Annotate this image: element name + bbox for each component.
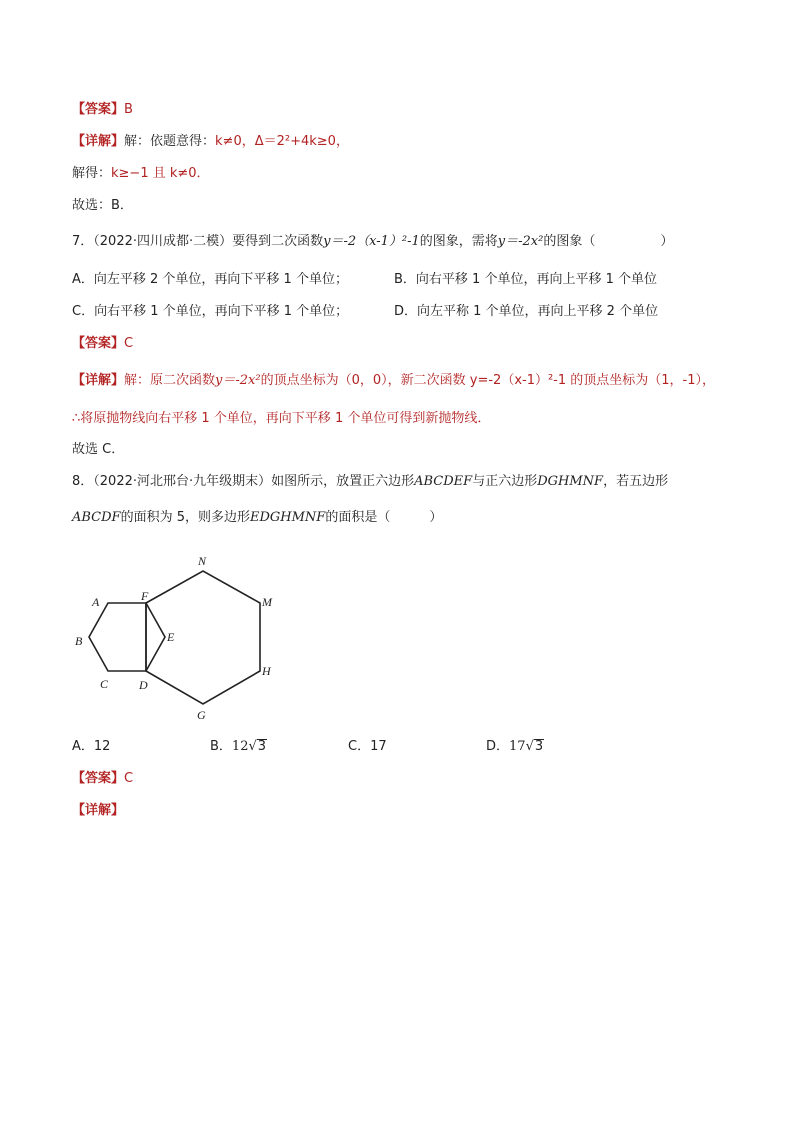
detail-tag: 【详解】 bbox=[72, 803, 125, 818]
answer-tag: 【答案】 bbox=[72, 102, 125, 117]
q7-option-d: D．向左平称 1 个单位，再向上平移 2 个单位 bbox=[394, 304, 659, 319]
q7-detail-line1 bbox=[72, 372, 715, 390]
q7-detail-line2: ∴将原抛物线向右平移 1 个单位，再向下平移 1 个单位可得到新抛物线． bbox=[72, 411, 491, 426]
q8-pentagon: ABCDF bbox=[72, 510, 121, 525]
option-radicand: 3 bbox=[534, 739, 544, 754]
q8-stem-line2 bbox=[72, 509, 442, 527]
detail-function: y＝-2x² bbox=[215, 373, 261, 388]
detail-condition: k≠0，Δ＝2²+4k≥0， bbox=[215, 134, 349, 149]
hexagon-abcdef bbox=[89, 603, 165, 671]
q7-function: y＝-2（x-1）²-1 bbox=[323, 234, 420, 249]
q8-stem-c: ，若五边形 bbox=[603, 474, 669, 489]
q8-detail-line bbox=[72, 802, 124, 820]
q8-option-d bbox=[486, 738, 544, 756]
detail-tag: 【详解】 bbox=[72, 134, 125, 149]
q7-stem-b: 的图象，需将 bbox=[419, 234, 498, 249]
label-h: H bbox=[262, 664, 271, 678]
label-c: C bbox=[100, 677, 109, 691]
q8-stem-line1 bbox=[72, 473, 668, 491]
detail-tag: 【详解】 bbox=[72, 373, 125, 388]
option-coef: 17 bbox=[509, 739, 526, 754]
answer-tag: 【答案】 bbox=[72, 771, 125, 786]
answer-value: C bbox=[124, 336, 134, 351]
option-prefix: B． bbox=[210, 739, 232, 754]
q8-option-b bbox=[210, 738, 267, 756]
q8-stem-e: 的面积是（ ） bbox=[325, 510, 443, 525]
q8-option-c: C．17 bbox=[348, 739, 387, 754]
q7-stem bbox=[72, 233, 673, 251]
label-n: N bbox=[198, 554, 207, 568]
q8-option-a: A．12 bbox=[72, 739, 111, 754]
q8-polygon: EDGHMNF bbox=[249, 510, 326, 525]
answer-tag: 【答案】 bbox=[72, 336, 125, 351]
q7-choose-line: 故选 C． bbox=[72, 442, 125, 457]
q8-answer-line bbox=[72, 770, 133, 788]
q7-option-c: C．向右平移 1 个单位，再向下平移 1 个单位； bbox=[72, 304, 349, 319]
q8-stem-b: 与正六边形 bbox=[472, 474, 538, 489]
option-prefix: D． bbox=[486, 739, 510, 754]
q7-function2: y＝-2x² bbox=[497, 234, 544, 249]
label-d: D bbox=[139, 678, 148, 692]
option-radicand: 3 bbox=[257, 739, 267, 754]
sqrt-icon: √ bbox=[525, 739, 534, 754]
detail-text-b: 的顶点坐标为（0，0），新二次函数 y=-2（x-1）²-1 的顶点坐标为（1，-1）， bbox=[260, 373, 716, 388]
q7-option-a: A．向左平移 2 个单位，再向下平移 1 个单位； bbox=[72, 272, 348, 287]
sqrt-icon: √ bbox=[248, 739, 257, 754]
option-coef: 12 bbox=[231, 739, 249, 754]
label-e: E bbox=[167, 630, 175, 644]
q6-solve-line bbox=[72, 165, 210, 183]
q7-stem-a: 7．（2022·四川成都·二模）要得到二次函数 bbox=[72, 234, 324, 249]
detail-text-a: 解：原二次函数 bbox=[124, 373, 216, 388]
label-a: A bbox=[92, 595, 100, 609]
label-f: F bbox=[141, 589, 149, 603]
solve-prefix: 解得： bbox=[72, 166, 112, 181]
q7-option-b: B．向右平移 1 个单位，再向上平移 1 个单位 bbox=[394, 272, 657, 287]
q7-answer-line bbox=[72, 335, 133, 353]
label-b: B bbox=[75, 634, 83, 648]
q8-hex1: ABCDEF bbox=[414, 474, 473, 489]
label-g: G bbox=[197, 708, 206, 722]
q8-stem-a: 8．（2022·河北邢台·九年级期末）如图所示，放置正六边形 bbox=[72, 474, 415, 489]
hexagon-dghmnf bbox=[146, 571, 260, 704]
solve-condition: k≥−1 且 k≠0． bbox=[111, 166, 210, 181]
answer-value: C bbox=[124, 771, 134, 786]
q6-answer-line bbox=[72, 101, 133, 119]
detail-prefix: 解：依题意得： bbox=[124, 134, 216, 149]
q8-hex2: DGHMNF bbox=[537, 474, 604, 489]
answer-value: B bbox=[124, 102, 133, 117]
hexagon-figure bbox=[68, 548, 298, 723]
q6-detail-line bbox=[72, 133, 349, 151]
q6-choose-line: 故选：B． bbox=[72, 198, 133, 213]
q8-stem-d: 的面积为 5，则多边形 bbox=[120, 510, 250, 525]
label-m: M bbox=[262, 595, 272, 609]
q7-stem-c: 的图象（ ） bbox=[543, 234, 674, 249]
